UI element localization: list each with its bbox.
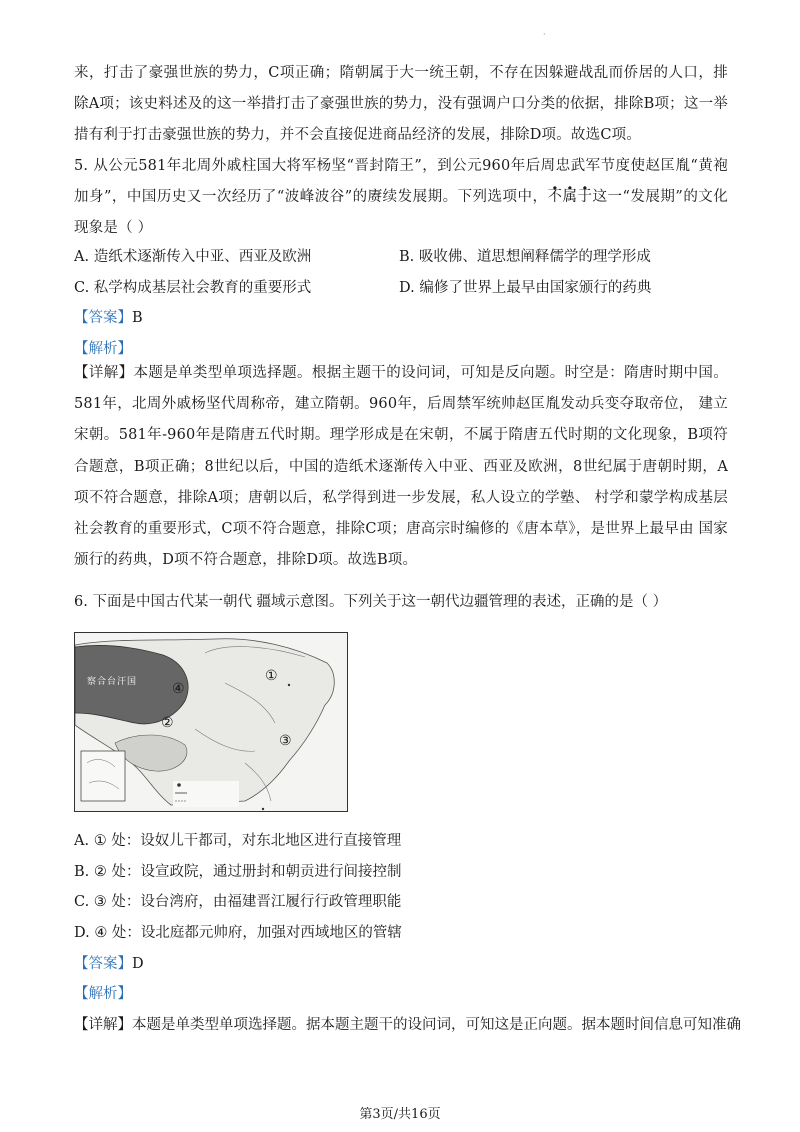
- q6-option-d: D. ④ 处：设北庭都元帅府，加强对西域地区的管辖: [74, 925, 402, 941]
- map-marker-1: ①: [265, 668, 278, 684]
- q6-detail-text: 本题是单类型单项选择题。据本题主题干的设问词，可知这是正向题。据本题时间信息可知准确: [132, 1017, 741, 1033]
- q6-answer: [74, 952, 734, 976]
- q5-detail-tag: 【详解】: [74, 365, 134, 381]
- page-footer: 第3页/共16页: [359, 1107, 441, 1122]
- map-marker-4: ④: [172, 681, 185, 697]
- q5-stem-after: 这一“发展期”的文化现象是（ ）: [74, 189, 729, 237]
- q5-emph-1: 不: [547, 189, 563, 206]
- q5-stem: [74, 151, 728, 245]
- q5-detail-text: 本题是单类型单项选择题。根据主题干的设问词，可知是反向题。时空是：隋唐时期中国。581年，北周外戚杨坚代周称帝，建立隋朝。960年，后周禁军统帅赵匡胤发动兵变夺取帝位， 建立宋朝。581年-960年是隋唐五代时期。理学形成是在宋朝，不属于隋唐五代时期的文化现象，B项符合题意，B项正确；8世纪以后，中国的造纸术逐渐传入中亚、西亚及欧洲，8世纪属于唐朝时期，A项不符合题意，排除A项；唐朝以后，私学得到进一步发展，私人设立的学塾、 村学和蒙学构成基层社会教育的重要形式，C项不符合题意，排除C项；唐高宗时编修的《唐本草》，是世界上最早由 国家颁行的药典，D项不符合题意，排除D项。故选B项。: [74, 365, 728, 569]
- q5-option-a: A. 造纸术逐渐传入中亚、西亚及欧洲: [74, 249, 312, 265]
- map-drawing: [75, 633, 347, 811]
- q5-answer: [74, 306, 734, 330]
- q5-answer-tag: 【答案】: [74, 310, 132, 326]
- q5-option-d: D. 编修了世界上最早由国家颁行的药典: [399, 280, 652, 296]
- q6-analysis-heading: [74, 982, 734, 1006]
- q6-answer-tag: 【答案】: [74, 956, 132, 972]
- q5-stem-before: 5. 从公元581年北周外戚柱国大将军杨坚“晋封隋王”，到公元960年后周忠武军节度使赵匡胤“黄袍加身”，中国历史又一次经历了“波峰波谷”的赓续发展期。下列选项中，: [74, 158, 728, 206]
- q6-analysis-tag: 【解析】: [74, 986, 132, 1002]
- prev-question-analysis: 来，打击了豪强世族的势力，C项正确；隋朝属于大一统王朝，不存在因躲避战乱而侨居的人口，排除A项；该史料述及的这一举措打击了豪强世族的势力，没有强调户口分类的依据，排除B项；这一举措有利于打击豪强世族的势力，并不会直接促进商品经济的发展，排除D项。故选C项。: [74, 65, 728, 144]
- map-region-label: 察合台汗国: [87, 677, 138, 687]
- q5-option-b: B. 吸收佛、道思想阐释儒学的理学形成: [399, 249, 651, 265]
- q5-emph-3: 于: [577, 189, 593, 206]
- q6-answer-value: D: [132, 956, 144, 972]
- q6-stem: 6. 下面是中国古代某一朝代 疆域示意图。下列关于这一朝代边疆管理的表述，正确的是（ ）: [74, 594, 668, 610]
- map-marker-3: ③: [279, 733, 292, 749]
- q6-option-c: C. ③ 处：设台湾府，由福建晋江履行行政管理职能: [74, 894, 402, 910]
- scan-dot: ·: [543, 30, 546, 39]
- q5-analysis-tag: 【解析】: [74, 341, 132, 357]
- q5-answer-value: B: [132, 310, 143, 326]
- q5-emph-2: 属: [562, 189, 578, 206]
- territory-map-image: [74, 632, 348, 812]
- q6-detail-tag: 【详解】: [74, 1017, 132, 1033]
- map-marker-2: ②: [161, 715, 174, 731]
- q6-detail: [74, 1013, 741, 1037]
- q5-detail: [74, 358, 728, 576]
- q6-option-b: B. ② 处：设宣政院，通过册封和朝贡进行间接控制: [74, 864, 402, 880]
- q6-option-a: A. ① 处：设奴儿干都司，对东北地区进行直接管理: [74, 833, 402, 849]
- q5-option-c: C. 私学构成基层社会教育的重要形式: [74, 280, 312, 296]
